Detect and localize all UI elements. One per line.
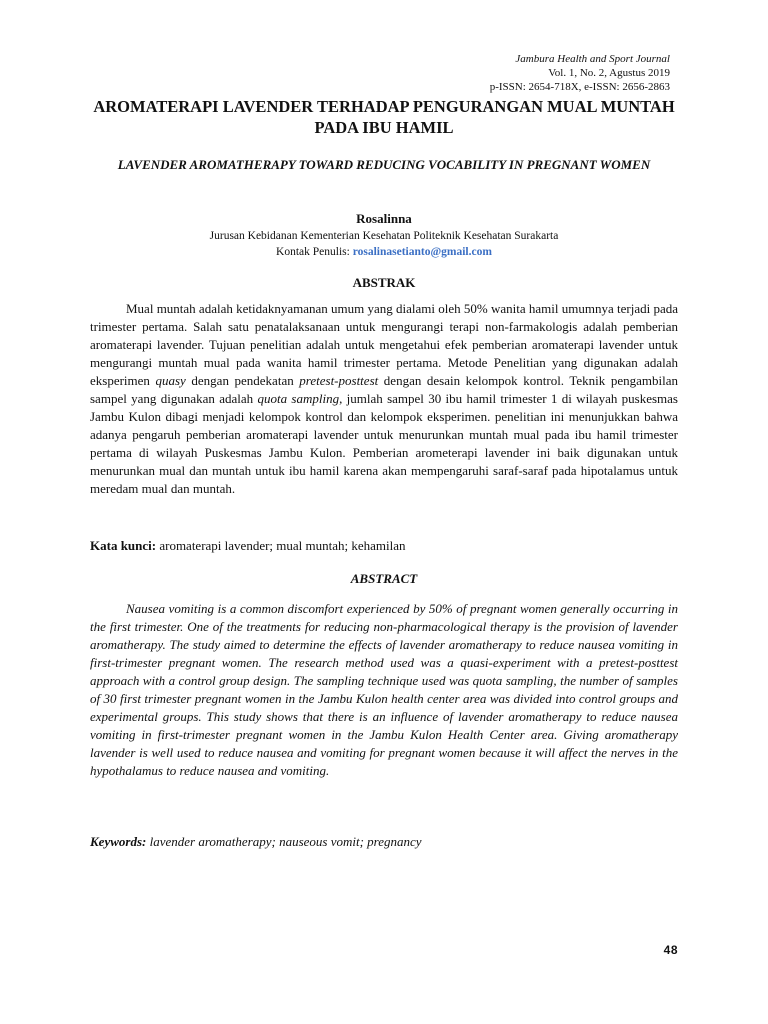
- abstrak-text-run: Mual muntah adalah ketidaknyamanan umum yang dialami oleh 50% wanita hamil umumnya terjadi pada trimester pertama. Salah satu penatalaksanaan untuk mengurangi terapi non-farmakologis adalah pemberian aromaterapi lavender. Tujuan penelitian adalah untuk mengetahui efek pemberian aromaterapi lavender untuk mengurangi muntah mual pada wanita hamil trimester pertama. Metode Penelitian yang digunakan adalah eksperimen: [90, 301, 678, 388]
- abstrak-italic-term: pretest-posttest: [299, 373, 379, 388]
- abstract-heading: ABSTRACT: [350, 571, 418, 586]
- author-name: Rosalinna: [356, 211, 412, 226]
- journal-volume: Vol. 1, No. 2, Agustus 2019: [548, 67, 670, 79]
- paper-title: AROMATERAPI LAVENDER TERHADAP PENGURANGAN MUAL MUNTAH PADA IBU HAMIL: [93, 97, 675, 137]
- abstrak-italic-term: quota sampling: [257, 391, 340, 406]
- author-contact: [90, 245, 678, 260]
- author-email-link[interactable]: rosalinasetianto@gmail.com: [352, 246, 492, 258]
- keywords-values: lavender aromatherapy; nauseous vomit; pregnancy: [146, 834, 422, 849]
- journal-header: [490, 52, 670, 94]
- keywords-label: Keywords:: [90, 834, 147, 849]
- abstrak-text-run: , jumlah sampel 30 ibu hamil trimester 1 di wilayah puskesmas Jambu Kulon dibagi menjadi kelompok kontrol dan kelompok eksperimen. penelitian ini menunjukkan bahwa adanya pengaruh pemberian aromaterapi lavender untuk menurunkan muntah mual pada ibu hamil trimester pertama di wilayah Puskesmas Jambu Kulon. Pemberian arometerapi lavender ini baik digunakan untuk menurunkan mual dan muntah untuk ibu hamil karena akan mempengaruhi saraf-saraf pada hipotalamus untuk meredam mual dan muntah.: [90, 391, 678, 496]
- author-affiliation: Jurusan Kebidanan Kementerian Kesehatan Politeknik Kesehatan Surakarta: [209, 230, 559, 242]
- kata-kunci: [90, 537, 678, 555]
- abstrak-paragraph: [90, 300, 678, 498]
- paper-subtitle: LAVENDER AROMATHERAPY TOWARD REDUCING VOCABILITY IN PREGNANT WOMEN: [117, 157, 651, 172]
- kata-kunci-label: Kata kunci:: [90, 538, 157, 553]
- journal-issn: p-ISSN: 2654-718X, e-ISSN: 2656-2863: [489, 81, 670, 93]
- journal-name: Jambura Health and Sport Journal: [515, 53, 670, 65]
- abstrak-italic-term: quasy: [155, 373, 186, 388]
- kata-kunci-values: aromaterapi lavender; mual muntah; kehamilan: [156, 538, 406, 553]
- abstract-paragraph: Nausea vomiting is a common discomfort experienced by 50% of pregnant women generally occurring in the first trimester. One of the treatments for reducing non-pharmacological therapy is the provision of lavender aromatherapy. The study aimed to determine the effects of lavender aromatherapy to reduce nausea vomiting in first-trimester pregnant women. The research method used was a quasi-experiment with a pretest-posttest approach with a control group design. The sampling technique used was quota sampling, the number of samples of 30 first trimester pregnant women in the Jambu Kulon health center area was divided into control groups and experimental groups. This study shows that there is an influence of lavender aromatherapy to reduce nausea vomiting in first-trimester pregnant women in the Jambu Kulon Health Center area. Giving aromatherapy lavender is well used to reduce nausea and vomiting for pregnant women because it will affect the nerves in the hypothalamus to reduce nausea and vomiting.: [90, 601, 678, 778]
- abstrak-text-run: dengan desain kelompok kontrol. Teknik pengambilan sampel yang digunakan adalah: [90, 373, 679, 406]
- page-number: 48: [663, 943, 678, 957]
- abstrak-heading: ABSTRAK: [352, 275, 416, 290]
- abstrak-text-run: dengan pendekatan: [185, 373, 300, 388]
- keywords: [90, 833, 678, 851]
- contact-label: Kontak Penulis:: [276, 246, 350, 258]
